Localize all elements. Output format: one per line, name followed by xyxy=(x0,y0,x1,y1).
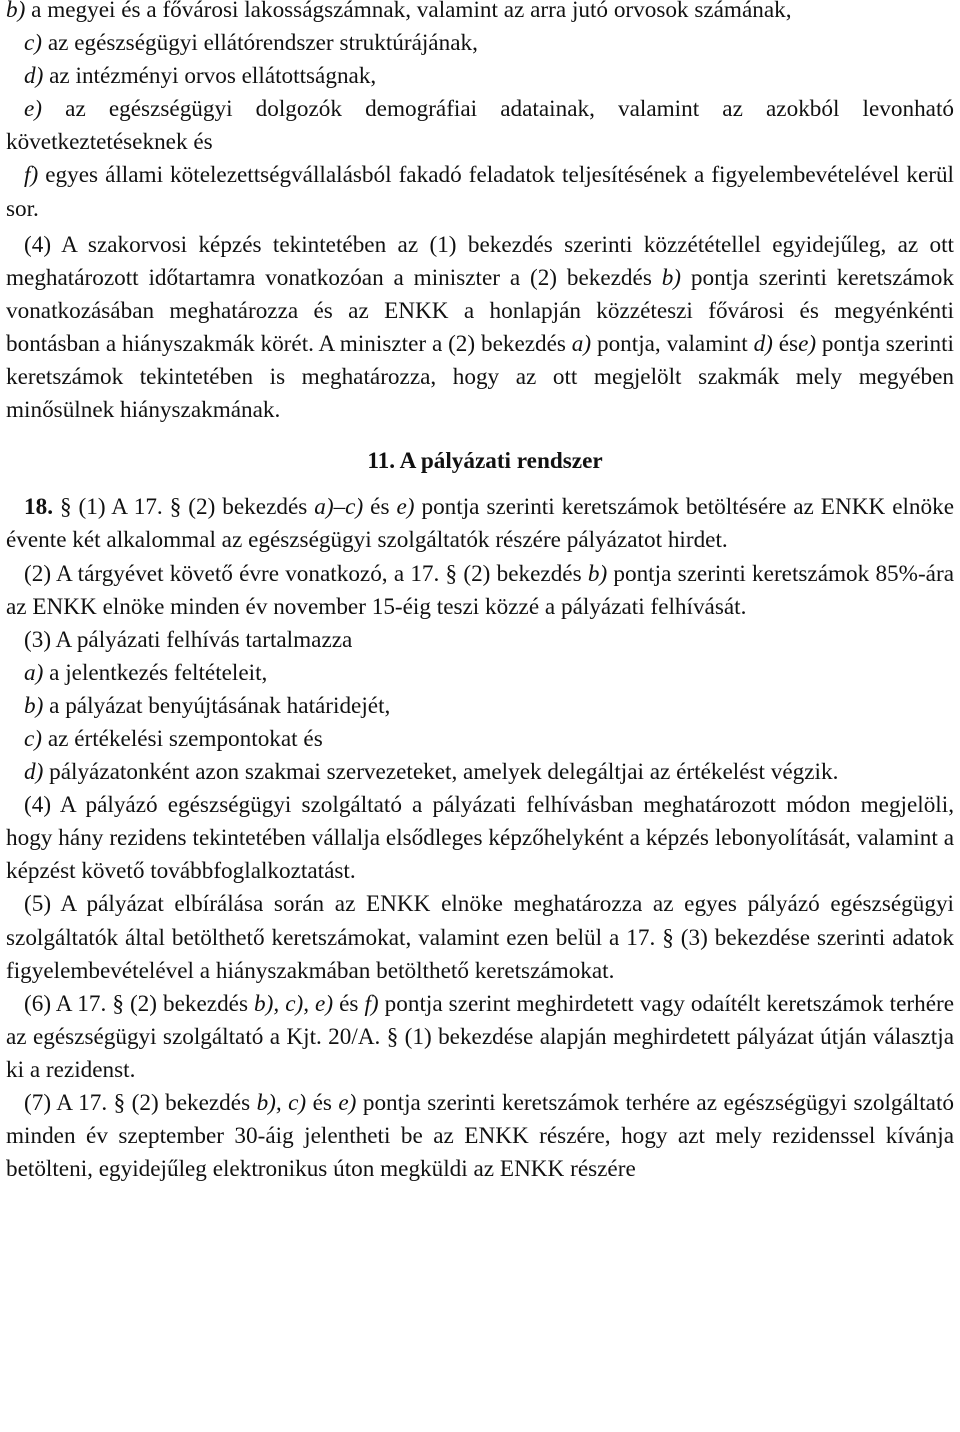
point-text: az egészségügyi dolgozók demográfiai adatainak, valamint az azokból levonható következtetéseknek és xyxy=(6,96,954,156)
point-ref: e) xyxy=(798,330,817,357)
point-a xyxy=(6,657,954,690)
text-run: és xyxy=(306,1090,339,1116)
point-c xyxy=(6,723,954,756)
text-run: (2) A tárgyévet követő évre vonatkozó, a 17. § (2) bekezdés xyxy=(24,560,588,587)
point-label: a) xyxy=(24,659,44,686)
point-ref: e) xyxy=(338,1090,357,1116)
text-run: pontja szerinti keretszámok terhére az egészségügyi szolgáltató minden év szeptember 30-áig jelentheti be az ENKK részére, hogy azt mely rezidenssel kívánja betölteni, egyidejűleg elektronikus úton megküldi az ENKK részére xyxy=(6,1090,954,1183)
point-d xyxy=(6,756,954,789)
text-run: § (1) A 17. § (2) bekezdés xyxy=(52,494,315,521)
point-label: b) xyxy=(6,0,26,23)
point-text: a pályázat benyújtásának határidejét, xyxy=(43,692,391,719)
point-e xyxy=(6,93,954,159)
text-run: pontja szerinti keretszámok tekintetében is meghatározza, hogy az ott megjelölt szakmák mely megyében minősülnek hiányszakmának. xyxy=(6,330,954,424)
point-label: d) xyxy=(24,63,44,90)
point-ref: d) xyxy=(753,330,773,357)
text-run: és xyxy=(772,330,799,357)
point-ref: e) xyxy=(396,494,415,521)
point-label: c) xyxy=(24,725,43,752)
point-b xyxy=(6,690,954,723)
point-ref: b), c), e) xyxy=(254,990,334,1017)
paragraph-18-2 xyxy=(6,558,954,624)
point-label: e) xyxy=(24,96,43,123)
point-label: b) xyxy=(24,692,44,719)
paragraph-18-4: (4) A pályázó egészségügyi szolgáltató a pályázati felhívásban meghatározott módon megjelöli, hogy hány rezidens tekintetében vállalja elsődleges képzőhelyként a képzés lebonyolítását, valamint a képzést követő továbbfoglalkoztatást. xyxy=(6,792,954,885)
point-text: az egészségügyi ellátórendszer struktúrájának, xyxy=(42,30,478,57)
text-run: pontja szerinti keretszámok 85%-ára az ENKK elnöke minden év november 15-éig teszi közzé a pályázati felhívását. xyxy=(6,560,954,620)
point-ref: b) xyxy=(587,560,608,587)
text-run: (6) A 17. § (2) bekezdés xyxy=(24,990,255,1017)
text-run: (7) A 17. § (2) bekezdés xyxy=(24,1090,257,1116)
text-run: pontja, valamint xyxy=(591,330,754,357)
section-heading: 11. A pályázati rendszer xyxy=(367,448,603,475)
point-text: az értékelési szempontokat és xyxy=(42,725,323,752)
point-ref: a)–c) xyxy=(314,494,364,521)
point-ref: a) xyxy=(571,330,592,357)
paragraph-18-7 xyxy=(6,1087,954,1186)
point-d xyxy=(6,60,954,93)
paragraph-18-3-intro: (3) A pályázati felhívás tartalmazza xyxy=(24,626,353,653)
paragraph-17-4 xyxy=(6,229,954,428)
point-text: a jelentkezés feltételeit, xyxy=(43,659,268,686)
paragraph-18-5: (5) A pályázat elbírálása során az ENKK elnöke meghatározza az egyes pályázó egészségügyi szolgáltatók által betölthető keretszámokat, valamint ezen belül a 17. § (3) bekezdése szerinti adatok figyelembevételével a hiányszakmában betölthető keretszámokat. xyxy=(6,891,954,984)
point-f xyxy=(6,159,954,225)
text-run: pontja szerinti keretszámok betöltésére az ENKK elnöke évente két alkalommal az egészségügyi szolgáltatók részére pályázatot hirdet. xyxy=(6,494,954,554)
paragraph-18-1 xyxy=(6,491,954,557)
point-ref: f) xyxy=(364,990,379,1017)
point-text: az intézményi orvos ellátottságnak, xyxy=(43,63,377,90)
section-number: 18. xyxy=(24,494,53,521)
paragraph-18-6 xyxy=(6,988,954,1087)
point-label: c) xyxy=(24,30,43,57)
point-text: a megyei és a fővárosi lakosságszámnak, valamint az arra jutó orvosok számának, xyxy=(25,0,792,23)
point-label: f) xyxy=(24,162,39,189)
text-run: és xyxy=(363,494,397,521)
point-c xyxy=(6,27,954,60)
point-ref: b), c) xyxy=(256,1090,307,1116)
text-run: pontja szerint meghirdetett vagy odaítélt keretszámok terhére az egészségügyi szolgáltató a Kjt. 20/A. § (1) bekezdése alapján meghirdetett pályázat útján választja ki a rezidenst. xyxy=(6,990,954,1083)
point-ref: b) xyxy=(661,264,682,291)
point-label: d) xyxy=(24,759,44,786)
text-run: (4) A szakorvosi képzés tekintetében az (1) bekezdés szerinti közzététellel egyidejűleg, az ott meghatározott időtartamra vonatkozóan a miniszter a (2) bekezdés xyxy=(6,231,954,291)
point-b xyxy=(6,0,954,27)
text-run: pontja szerinti keretszámok vonatkozásában meghatározza és az ENKK a honlapján közzéteszi fővárosi és megyénkénti bontásban a hiányszakmák körét. A miniszter a (2) bekezdés xyxy=(6,264,954,357)
point-text: pályázatonként azon szakmai szervezeteket, amelyek delegáltjai az értékelést végzik. xyxy=(43,759,839,786)
point-text: egyes állami kötelezettségvállalásból fakadó feladatok teljesítésének a figyelembevételével kerül sor. xyxy=(6,162,954,222)
text-run: és xyxy=(333,990,365,1017)
